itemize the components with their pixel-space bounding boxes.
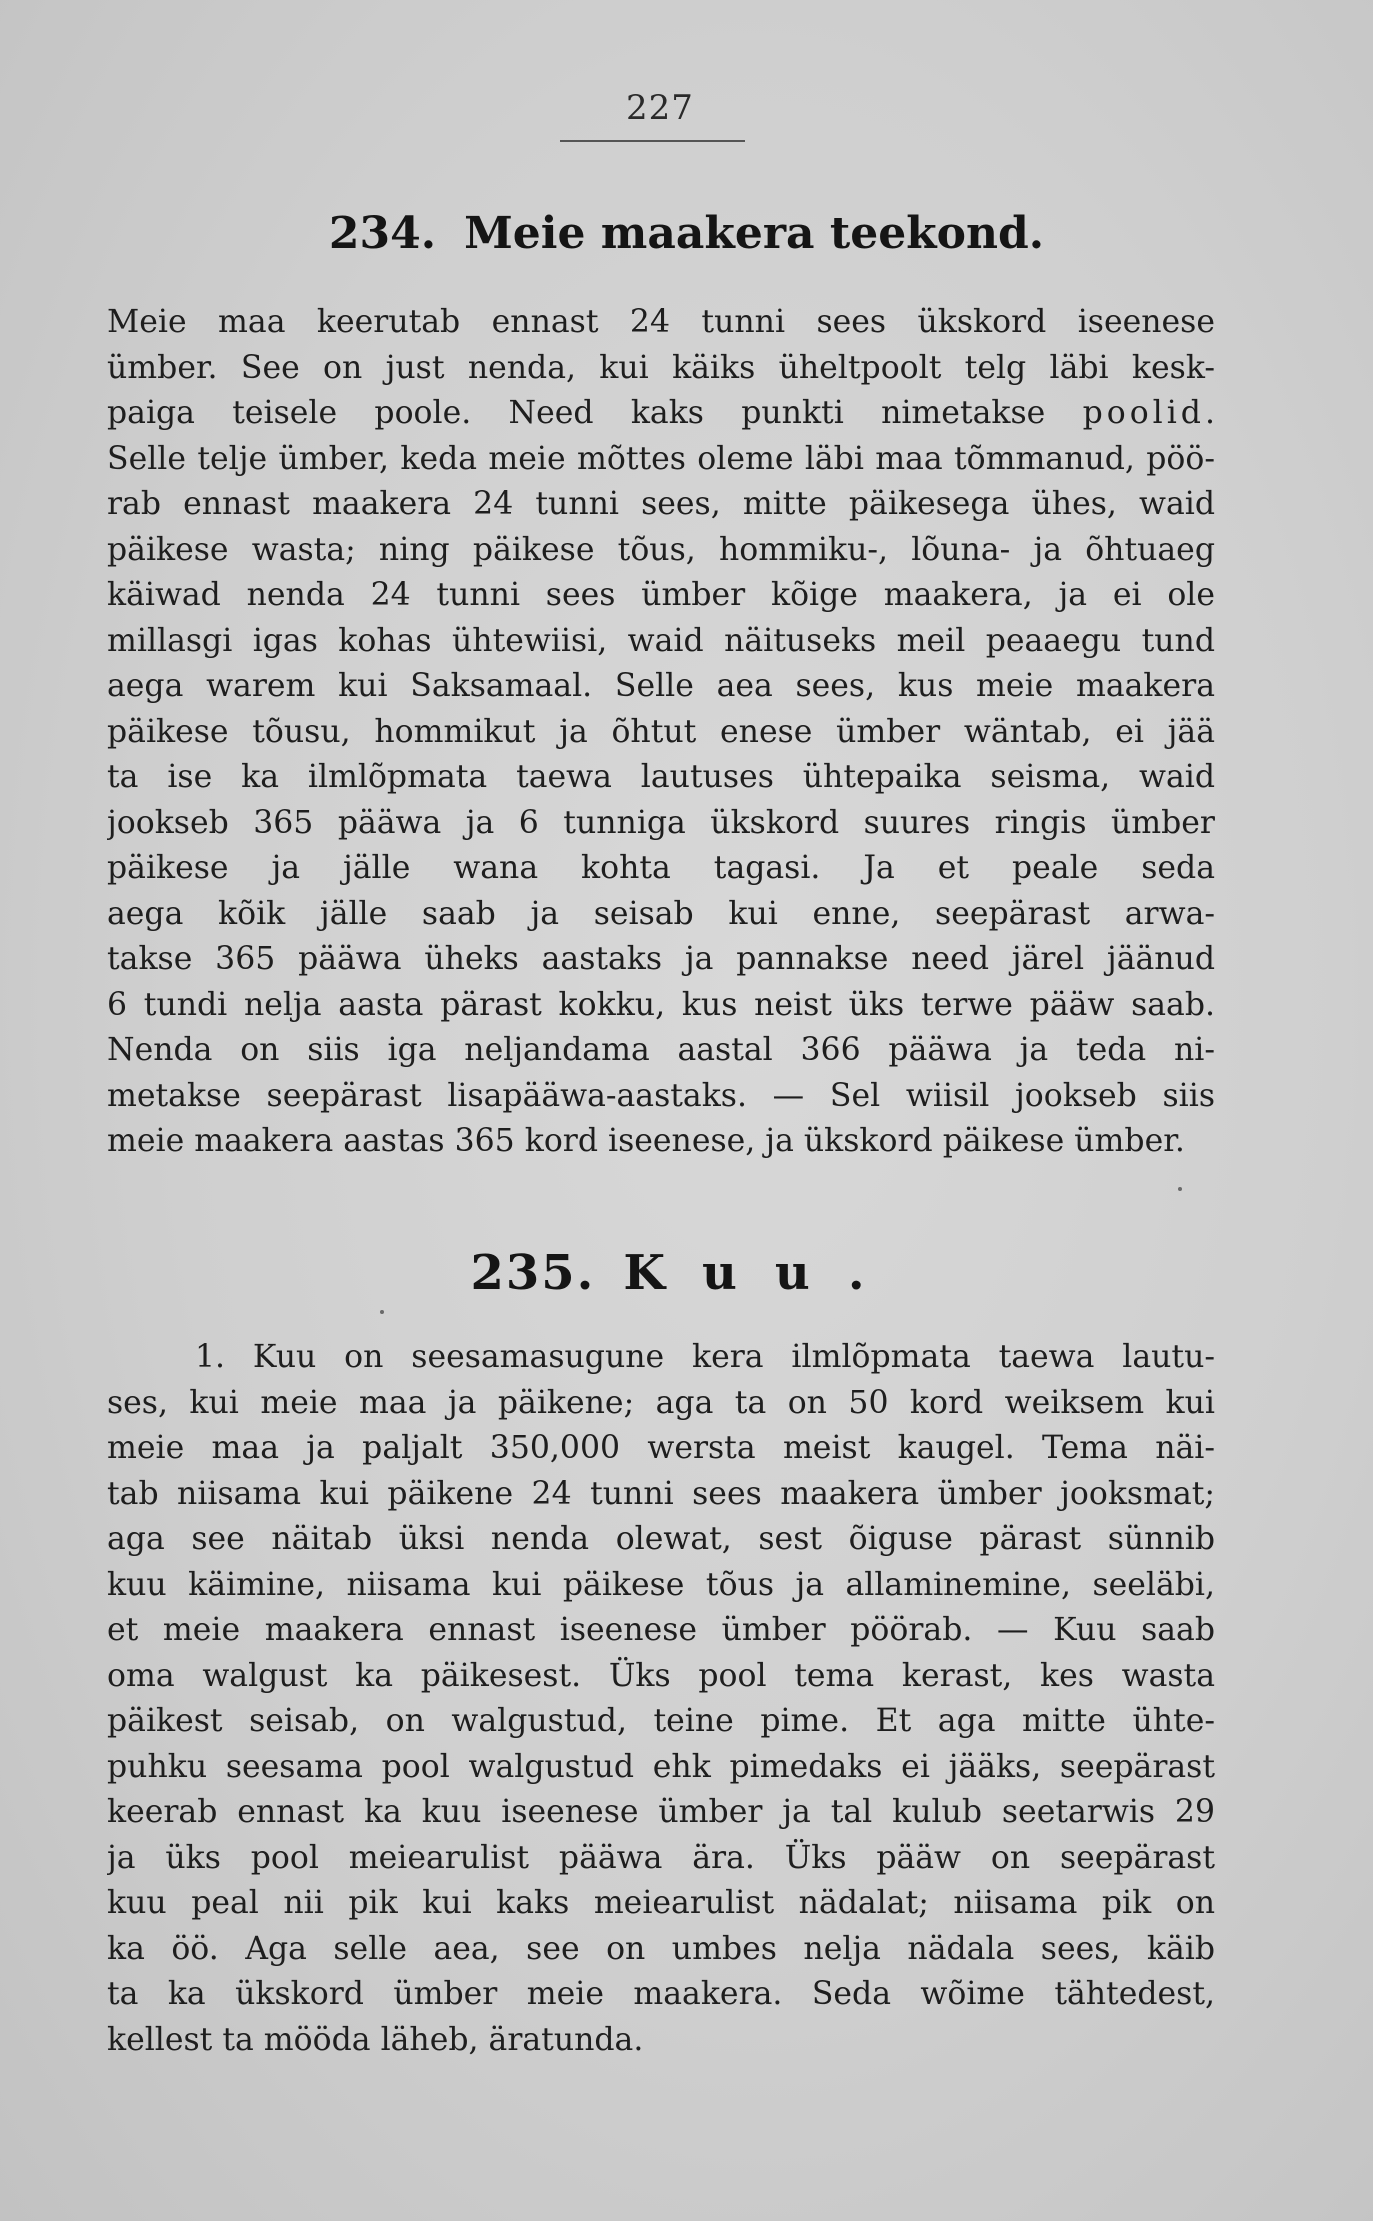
text-line: keerab ennast ka kuu iseenese ümber ja tal kulub seetarwis 29 [107,1794,1215,1830]
text-line: Selle telje ümber, keda meie mõttes oleme läbi maa tõmmanud, pöö- [107,440,1215,477]
text-line: kuu peal nii pik kui kaks meiearulist nädalat; niisama pik on [107,1885,1215,1921]
section-heading-235 [0,1245,1373,1301]
text-line: aega warem kui Saksamaal. Selle aea sees, kus meie maakera [107,668,1215,704]
text-line: päikest seisab, on walgustud, teine pime. Et aga mitte ühte- [107,1703,1215,1739]
text-line: metakse seepärast lisapääwa-aastaks. — Sel wiisil jookseb siis [107,1077,1215,1114]
text-line: jookseb 365 pääwa ja 6 tunniga ükskord suures ringis ümber [107,804,1215,841]
page-number: 227 [626,88,694,128]
text-line: tab niisama kui päikene 24 tunni sees maakera ümber jooksmat; [107,1475,1215,1512]
text-line: aega kõik jälle saab ja seisab kui enne, seepärast arwa- [107,895,1215,932]
ink-speck [1178,1187,1182,1191]
text-line: 6 tundi nelja aasta pärast kokku, kus neist üks terwe pääw saab. [107,986,1215,1023]
section-number: 234. [328,208,437,259]
text-line: päikese tõusu, hommikut ja õhtut enese ümber wäntab, ei jää [107,713,1215,750]
text-line: päikese wasta; ning päikese tõus, hommiku-, lõuna- ja õhtuaeg [107,531,1215,568]
text-line: et meie maakera ennast iseenese ümber pöörab. — Kuu saab [107,1612,1215,1648]
header-rule [560,140,745,142]
text-line: Nenda on siis iga neljandama aastal 366 pääwa ja teda ni- [107,1032,1215,1068]
text-line: aga see näitab üksi nenda olewat, sest õiguse pärast sünnib [107,1521,1215,1557]
section-body-234 [107,300,1215,1165]
text-line: 1. Kuu on seesamasugune kera ilmlõpmata taewa lautu- [195,1339,1215,1375]
text-line: päikese ja jälle wana kohta tagasi. Ja et peale seda [107,850,1215,886]
text-line: ja üks pool meiearulist pääwa ära. Üks pääw on seepärast [107,1839,1215,1876]
text-line: ta ise ka ilmlõpmata taewa lautuses ühtepaika seisma, waid [107,759,1215,795]
text-line: Meie maa keerutab ennast 24 tunni sees ükskord iseenese [107,304,1215,340]
section-heading-234 [0,208,1373,259]
ink-speck [380,1310,384,1314]
emphasized-term: poolid [1082,395,1205,431]
text-line: oma walgust ka päikesest. Üks pool tema kerast, kes wasta [107,1657,1215,1694]
text-line: paiga teisele poole. Need kaks punkti nimetakse poolid. [107,395,1215,431]
text-line: takse 365 pääwa üheks aastaks ja pannakse need järel jäänud [107,941,1215,977]
text-line: meie maakera aastas 365 kord iseenese, ja ükskord päikese ümber. [107,1123,1185,1159]
text-line: kellest ta mööda läheb, äratunda. [107,2021,644,2058]
text-line: ses, kui meie maa ja päikene; aga ta on 50 kord weiksem kui [107,1384,1215,1421]
text-line: meie maa ja paljalt 350,000 wersta meist kaugel. Tema näi- [107,1430,1215,1466]
text-line: puhku seesama pool walgustud ehk pimedaks ei jääks, seepärast [107,1748,1215,1785]
text-line: ta ka ükskord ümber meie maakera. Seda wõime tähtedest, [107,1976,1215,2012]
text-line: rab ennast maakera 24 tunni sees, mitte päikesega ühes, waid [107,486,1215,522]
section-title: Kuu. [623,1245,903,1301]
text-line: ka öö. Aga selle aea, see on umbes nelja nädala sees, käib [107,1930,1215,1967]
text-line: kuu käimine, niisama kui päikese tõus ja allaminemine, seeläbi, [107,1566,1215,1603]
text-line: ümber. See on just nenda, kui käiks üheltpoolt telg läbi kesk- [107,349,1215,386]
section-title: Meie maakera teekond. [464,208,1045,259]
section-body-235 [107,1335,1215,2063]
text-line: käiwad nenda 24 tunni sees ümber kõige maakera, ja ei ole [107,577,1215,613]
text-line: millasgi igas kohas ühtewiisi, waid näituseks meil peaaegu tund [107,622,1215,659]
section-number: 235. [470,1245,596,1301]
